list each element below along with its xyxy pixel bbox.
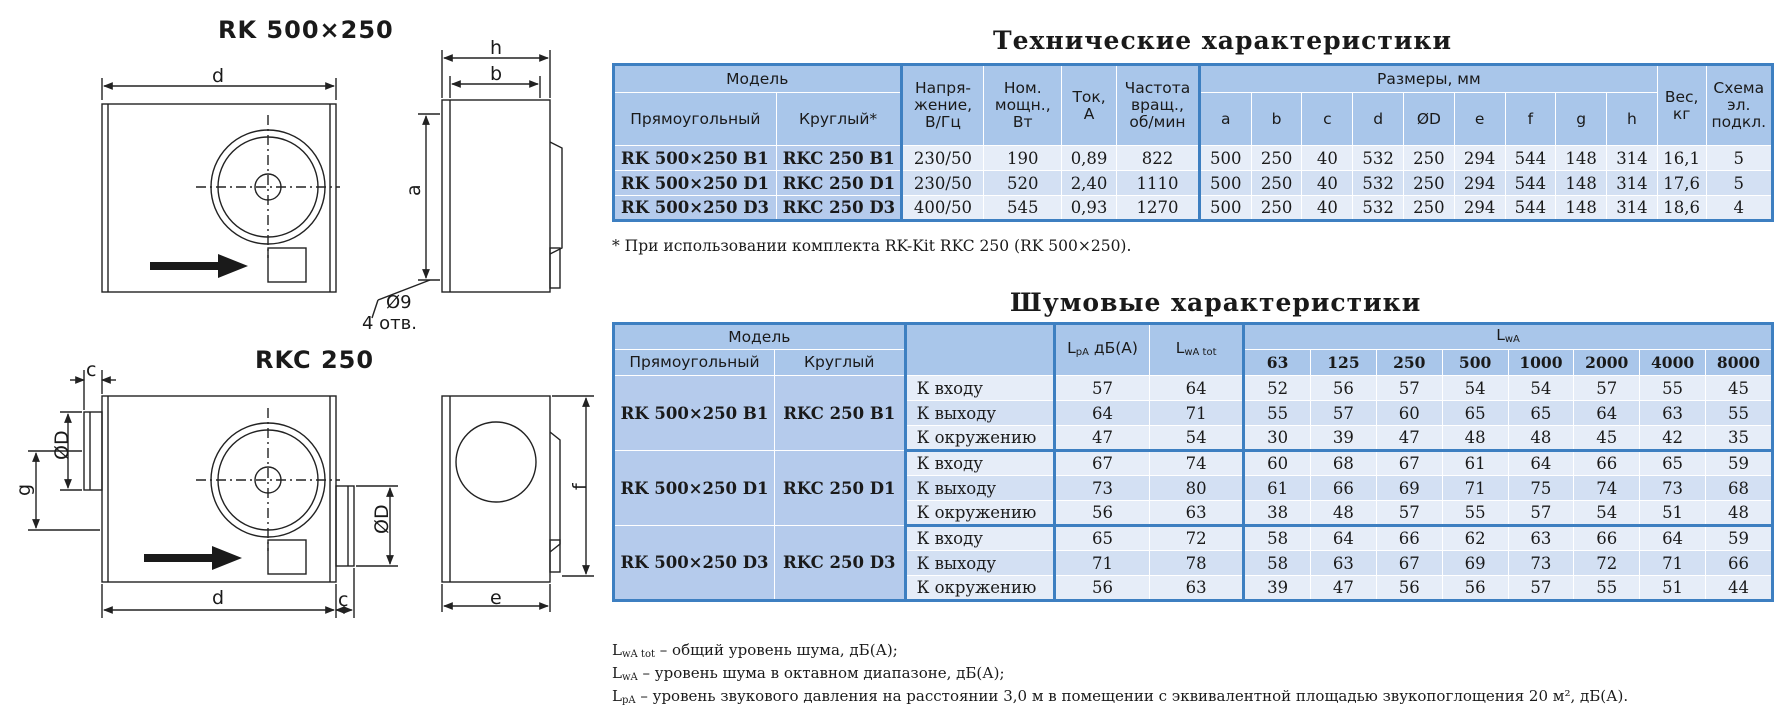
noise-cell: 71 — [1640, 551, 1706, 576]
tech-cell: 40 — [1302, 196, 1353, 221]
noise-cell: 64 — [1508, 451, 1574, 476]
tech-cell: 822 — [1117, 146, 1200, 171]
noise-cell: 38 — [1244, 501, 1311, 526]
tech-cell: 40 — [1302, 171, 1353, 196]
tech-cell: 250 — [1251, 171, 1302, 196]
footnote-text: – уровень звукового давления на расстоянии 3,0 м в помещении с эквивалентной площадью звукопоглощения 20 м², дБ(А). — [635, 687, 1629, 705]
noise-cell: 47 — [1055, 426, 1150, 451]
tech-cell: 148 — [1556, 171, 1607, 196]
weight-line2: кг — [1672, 104, 1691, 123]
tech-cell: 0,93 — [1062, 196, 1117, 221]
size-col-d: d — [1353, 93, 1404, 146]
noise-cell: 48 — [1311, 501, 1377, 526]
noise-cell: 65 — [1055, 526, 1150, 551]
noise-cell: 72 — [1150, 526, 1244, 551]
power-line3: Вт — [1012, 113, 1033, 131]
tech-cell: 532 — [1353, 171, 1404, 196]
tech-cell: 314 — [1607, 171, 1658, 196]
noise-row — [614, 526, 1773, 551]
size-col-od: ØD — [1404, 93, 1455, 146]
noise-cell: 65 — [1640, 451, 1706, 476]
footnote-sub: pA — [621, 695, 636, 706]
tech-cell: 544 — [1505, 171, 1556, 196]
noise-cell: 56 — [1055, 501, 1150, 526]
noise-cell: 57 — [1376, 501, 1442, 526]
noise-cell: 60 — [1376, 401, 1442, 426]
footnote-text: – уровень шума в октавном диапазоне, дБ(А); — [637, 664, 1005, 682]
tech-round-model: RKC 250 D3 — [776, 196, 901, 221]
noise-cell: 57 — [1311, 401, 1377, 426]
noise-cell: 54 — [1150, 426, 1244, 451]
noise-round-model: RKC 250 D1 — [774, 451, 905, 526]
current-line2: А — [1083, 104, 1095, 123]
noise-cell: 39 — [1311, 426, 1377, 451]
footnote-sub: wA tot — [621, 649, 655, 660]
noise-cell: 55 — [1640, 376, 1706, 401]
dim-od-left: ØD — [51, 430, 73, 460]
noise-cell: 45 — [1705, 376, 1772, 401]
noise-cell: 44 — [1705, 576, 1772, 601]
tech-cell: 0,89 — [1062, 146, 1117, 171]
noise-cell: 57 — [1574, 376, 1640, 401]
noise-lpa-header — [1055, 324, 1150, 376]
noise-cell: 73 — [1055, 476, 1150, 501]
tech-scheme-header — [1706, 65, 1772, 146]
noise-cell: 58 — [1244, 526, 1311, 551]
noise-cell: 67 — [1376, 551, 1442, 576]
noise-cell: 64 — [1574, 401, 1640, 426]
noise-cell: 56 — [1055, 576, 1150, 601]
noise-cell: 56 — [1376, 576, 1442, 601]
noise-row — [614, 376, 1773, 401]
band-1000: 1000 — [1508, 350, 1574, 376]
tech-rect-model: RK 500×250 D3 — [614, 196, 777, 221]
noise-title: Шумовые характеристики — [1010, 288, 1422, 317]
noise-cell: 30 — [1244, 426, 1311, 451]
rkc-fan-circle-outer — [211, 423, 325, 537]
noise-direction-label: К входу — [905, 526, 1054, 551]
noise-cell: 80 — [1150, 476, 1244, 501]
noise-cell: 64 — [1150, 376, 1244, 401]
rkc-airflow-arrow — [144, 546, 242, 570]
noise-direction-header — [905, 324, 1054, 376]
tech-cell: 16,1 — [1657, 146, 1706, 171]
noise-cell: 58 — [1244, 551, 1311, 576]
noise-cell: 74 — [1574, 476, 1640, 501]
noise-cell: 54 — [1574, 501, 1640, 526]
noise-cell: 56 — [1442, 576, 1508, 601]
power-line1: Ном. — [1003, 79, 1042, 97]
noise-cell: 57 — [1055, 376, 1150, 401]
scheme-line3: подкл. — [1711, 113, 1767, 131]
voltage-line1: Напря- — [914, 79, 971, 97]
size-col-e: e — [1454, 93, 1505, 146]
rkc-inlet-spigot — [84, 412, 102, 490]
noise-cell: 48 — [1442, 426, 1508, 451]
drawing-svg — [0, 0, 600, 722]
noise-round-header: Круглый — [774, 350, 905, 376]
band-125: 125 — [1311, 350, 1377, 376]
noise-table-body — [614, 376, 1773, 601]
noise-cell: 55 — [1574, 576, 1640, 601]
noise-cell: 57 — [1376, 376, 1442, 401]
tech-cell: 250 — [1404, 171, 1455, 196]
noise-cell: 63 — [1150, 576, 1244, 601]
noise-cell: 48 — [1705, 501, 1772, 526]
footnote-text: – общий уровень шума, дБ(А); — [655, 641, 898, 659]
tech-cell: 230/50 — [901, 146, 984, 171]
tech-cell: 545 — [984, 196, 1062, 221]
noise-cell: 57 — [1508, 576, 1574, 601]
size-col-c: c — [1302, 93, 1353, 146]
tech-table-body — [614, 146, 1773, 221]
band-63: 63 — [1244, 350, 1311, 376]
tech-round-model: RKC 250 B1 — [776, 146, 901, 171]
noise-cell: 55 — [1442, 501, 1508, 526]
band-500: 500 — [1442, 350, 1508, 376]
tech-cell: 250 — [1404, 196, 1455, 221]
tech-rect-header: Прямоугольный — [614, 93, 777, 146]
dim-f: f — [569, 483, 591, 490]
scheme-line2: эл. — [1727, 96, 1751, 114]
noise-cell: 61 — [1244, 476, 1311, 501]
rk-airflow-arrow — [150, 254, 248, 278]
scheme-line1: Схема — [1713, 79, 1765, 97]
footnote-line — [612, 664, 1628, 687]
noise-cell: 61 — [1442, 451, 1508, 476]
noise-lwa-header — [1244, 324, 1773, 350]
dim-d-bottom: d — [212, 587, 225, 609]
band-4000: 4000 — [1640, 350, 1706, 376]
noise-cell: 68 — [1705, 476, 1772, 501]
tech-round-model: RKC 250 D1 — [776, 171, 901, 196]
noise-footnotes — [612, 641, 1628, 710]
noise-direction-label: К выходу — [905, 476, 1054, 501]
noise-cell: 65 — [1442, 401, 1508, 426]
lpa-symbol: L — [1067, 338, 1076, 357]
footnote-line — [612, 687, 1628, 710]
noise-cell: 71 — [1442, 476, 1508, 501]
band-8000: 8000 — [1705, 350, 1772, 376]
noise-cell: 66 — [1574, 526, 1640, 551]
tech-cell: 400/50 — [901, 196, 984, 221]
noise-direction-label: К входу — [905, 376, 1054, 401]
tech-cell: 250 — [1251, 196, 1302, 221]
lpa-sub: pA — [1075, 346, 1089, 358]
tech-cell: 148 — [1556, 146, 1607, 171]
dim-h: h — [490, 37, 503, 59]
noise-cell: 59 — [1705, 526, 1772, 551]
noise-cell: 73 — [1508, 551, 1574, 576]
tech-cell: 17,6 — [1657, 171, 1706, 196]
noise-direction-label: К выходу — [905, 551, 1054, 576]
drawing-title-rkc: RKC 250 — [255, 346, 375, 374]
noise-cell: 47 — [1311, 576, 1377, 601]
tech-cell: 250 — [1404, 146, 1455, 171]
noise-cell: 66 — [1376, 526, 1442, 551]
noise-direction-label: К окружению — [905, 426, 1054, 451]
voltage-line3: В/Гц — [925, 113, 961, 131]
footnote-symbol: L — [612, 641, 622, 659]
noise-cell: 72 — [1574, 551, 1640, 576]
tech-cell: 314 — [1607, 146, 1658, 171]
noise-rect-model: RK 500×250 D3 — [614, 526, 775, 601]
drawing-title-rk: RK 500×250 — [218, 16, 394, 44]
noise-cell: 55 — [1705, 401, 1772, 426]
noise-cell: 48 — [1508, 426, 1574, 451]
band-2000: 2000 — [1574, 350, 1640, 376]
noise-cell: 64 — [1055, 401, 1150, 426]
noise-cell: 47 — [1376, 426, 1442, 451]
noise-cell: 78 — [1150, 551, 1244, 576]
tech-cell: 500 — [1199, 146, 1251, 171]
dim-e: e — [490, 587, 502, 609]
tech-weight-header — [1657, 65, 1706, 146]
tech-rect-model: RK 500×250 D1 — [614, 171, 777, 196]
tech-voltage-header — [901, 65, 984, 146]
size-col-h: h — [1607, 93, 1658, 146]
noise-cell: 63 — [1508, 526, 1574, 551]
tech-cell: 500 — [1199, 171, 1251, 196]
current-line1: Ток, — [1072, 87, 1106, 106]
footnote-line — [612, 641, 1628, 664]
noise-round-model: RKC 250 B1 — [774, 376, 905, 451]
noise-cell: 54 — [1508, 376, 1574, 401]
noise-cell: 64 — [1640, 526, 1706, 551]
hole-diameter: Ø9 — [386, 292, 412, 313]
footnote-symbol: L — [612, 664, 622, 682]
noise-direction-label: К входу — [905, 451, 1054, 476]
noise-cell: 67 — [1055, 451, 1150, 476]
dim-od-right: ØD — [371, 504, 393, 534]
noise-cell: 45 — [1574, 426, 1640, 451]
noise-rect-model: RK 500×250 D1 — [614, 451, 775, 526]
tech-cell: 1110 — [1117, 171, 1200, 196]
dim-c-top: c — [86, 359, 97, 381]
rkc-terminal-box — [268, 540, 306, 574]
hole-annotation — [362, 292, 418, 334]
noise-direction-label: К окружению — [905, 501, 1054, 526]
tech-cell: 532 — [1353, 196, 1404, 221]
lwa-symbol: L — [1496, 325, 1505, 344]
noise-cell: 66 — [1311, 476, 1377, 501]
tech-cell: 1270 — [1117, 196, 1200, 221]
tech-cell: 148 — [1556, 196, 1607, 221]
tech-cell: 294 — [1454, 146, 1505, 171]
rkc-side-body — [442, 396, 550, 582]
speed-line2: вращ., — [1130, 96, 1184, 114]
speed-line3: об/мин — [1129, 113, 1186, 131]
tech-cell: 314 — [1607, 196, 1658, 221]
lwatot-symbol: L — [1175, 338, 1185, 357]
tech-table — [612, 63, 1774, 222]
noise-cell: 55 — [1244, 401, 1311, 426]
tech-current-header — [1062, 65, 1117, 146]
tech-cell: 5 — [1706, 146, 1772, 171]
technical-drawings — [0, 0, 600, 722]
tech-cell: 18,6 — [1657, 196, 1706, 221]
noise-direction-label: К окружению — [905, 576, 1054, 601]
noise-row — [614, 451, 1773, 476]
dim-g: g — [13, 483, 35, 496]
noise-cell: 60 — [1244, 451, 1311, 476]
noise-cell: 56 — [1311, 376, 1377, 401]
power-line2: мощн., — [994, 96, 1051, 114]
noise-cell: 63 — [1311, 551, 1377, 576]
voltage-line2: жение, — [913, 96, 973, 114]
tech-power-header — [984, 65, 1062, 146]
noise-cell: 69 — [1376, 476, 1442, 501]
noise-direction-label: К выходу — [905, 401, 1054, 426]
speed-line1: Частота — [1124, 79, 1191, 97]
tech-title: Технические характеристики — [993, 26, 1452, 55]
footnote-symbol: L — [612, 687, 622, 705]
noise-cell: 69 — [1442, 551, 1508, 576]
tech-cell: 294 — [1454, 171, 1505, 196]
noise-rect-model: RK 500×250 B1 — [614, 376, 775, 451]
noise-cell: 51 — [1640, 576, 1706, 601]
noise-cell: 71 — [1150, 401, 1244, 426]
noise-cell: 67 — [1376, 451, 1442, 476]
noise-cell: 52 — [1244, 376, 1311, 401]
noise-cell: 59 — [1705, 451, 1772, 476]
noise-table — [612, 322, 1774, 602]
dim-a: a — [403, 184, 425, 196]
noise-cell: 42 — [1640, 426, 1706, 451]
size-col-f: f — [1505, 93, 1556, 146]
tech-model-header: Модель — [614, 65, 902, 93]
noise-cell: 39 — [1244, 576, 1311, 601]
noise-cell: 75 — [1508, 476, 1574, 501]
tech-cell: 294 — [1454, 196, 1505, 221]
tech-cell: 250 — [1251, 146, 1302, 171]
noise-cell: 62 — [1442, 526, 1508, 551]
footnote-sub: wA — [621, 672, 638, 683]
tech-cell: 544 — [1505, 146, 1556, 171]
noise-cell: 64 — [1311, 526, 1377, 551]
tech-round-header: Круглый* — [776, 93, 901, 146]
tech-rect-model: RK 500×250 B1 — [614, 146, 777, 171]
noise-cell: 57 — [1508, 501, 1574, 526]
dim-d-top: d — [212, 65, 225, 87]
tech-cell: 5 — [1706, 171, 1772, 196]
size-col-a: a — [1199, 93, 1251, 146]
noise-round-model: RKC 250 D3 — [774, 526, 905, 601]
tech-speed-header — [1117, 65, 1200, 146]
noise-cell: 35 — [1705, 426, 1772, 451]
noise-model-header: Модель — [614, 324, 906, 350]
dim-b: b — [490, 63, 503, 85]
tech-cell: 190 — [984, 146, 1062, 171]
noise-cell: 74 — [1150, 451, 1244, 476]
noise-cell: 65 — [1508, 401, 1574, 426]
tech-cell: 2,40 — [1062, 171, 1117, 196]
noise-cell: 71 — [1055, 551, 1150, 576]
size-col-g: g — [1556, 93, 1607, 146]
tech-row — [614, 146, 1773, 171]
weight-line1: Вес, — [1664, 87, 1699, 106]
tech-cell: 500 — [1199, 196, 1251, 221]
tech-sizes-header: Размеры, мм — [1199, 65, 1657, 93]
noise-rect-header: Прямоугольный — [614, 350, 775, 376]
noise-cell: 51 — [1640, 501, 1706, 526]
tech-cell: 40 — [1302, 146, 1353, 171]
tech-cell: 230/50 — [901, 171, 984, 196]
tech-cell: 4 — [1706, 196, 1772, 221]
noise-lwatot-header — [1150, 324, 1244, 376]
size-col-b: b — [1251, 93, 1302, 146]
noise-cell: 63 — [1150, 501, 1244, 526]
rk-terminal-box — [268, 248, 306, 282]
lwatot-sub: wA tot — [1184, 346, 1217, 358]
rk-fan-circle-outer — [211, 130, 325, 244]
noise-cell: 66 — [1574, 451, 1640, 476]
tech-cell: 544 — [1505, 196, 1556, 221]
hole-count: 4 отв. — [362, 313, 418, 334]
lwa-sub: wA — [1504, 333, 1520, 345]
noise-cell: 73 — [1640, 476, 1706, 501]
lpa-unit: дБ(А) — [1088, 338, 1138, 357]
tech-row — [614, 171, 1773, 196]
noise-cell: 63 — [1640, 401, 1706, 426]
rkc-side-circle — [456, 422, 536, 502]
tech-cell: 532 — [1353, 146, 1404, 171]
band-250: 250 — [1376, 350, 1442, 376]
tech-cell: 520 — [984, 171, 1062, 196]
noise-cell: 54 — [1442, 376, 1508, 401]
tech-note: * При использовании комплекта RK-Kit RKC 250 (RK 500×250). — [612, 237, 1132, 255]
tech-row — [614, 196, 1773, 221]
noise-cell: 66 — [1705, 551, 1772, 576]
rkc-outlet-spigot — [336, 486, 354, 566]
rk-side-body — [442, 100, 550, 292]
dim-c-bottom: c — [338, 589, 349, 611]
noise-cell: 68 — [1311, 451, 1377, 476]
